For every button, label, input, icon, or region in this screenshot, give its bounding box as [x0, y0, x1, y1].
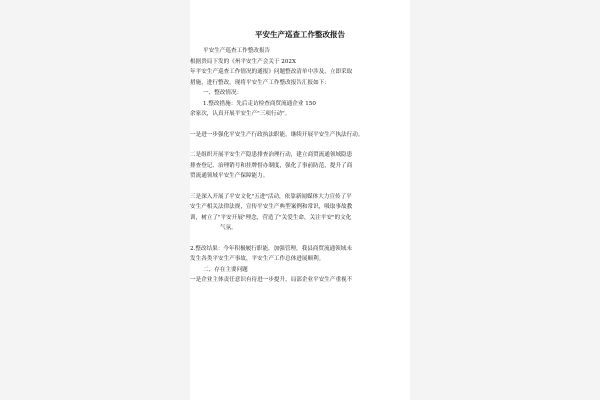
paragraph-gap	[190, 182, 410, 192]
paragraph-line: 根据贵局下发的《州平安生产会关于 202X	[190, 58, 296, 65]
paragraph-line: 措施，进行整改，现将平安生产工作整改报告汇报如下：	[190, 79, 330, 86]
paragraph-line: 三是深入开展了平安文化"五进"活动，依靠新闻媒体大力宣传了平	[190, 193, 352, 200]
paragraph-line: 气氛。	[220, 225, 237, 231]
paragraph-line: 排查登记、治理销号和挂牌督办制度，强化了事前防范，提升了商	[190, 162, 353, 169]
paragraph-line: 年平安生产巡查工作情况的通报》问题整改清单中涉及，立即采取	[190, 69, 353, 75]
document-title: 平安生产巡查工作整改报告	[255, 30, 345, 39]
paragraph-line: 一是进一步强化平安生产行政执法职能，继续开展平安生产执法行动。	[190, 131, 364, 138]
paragraph-line: 发生各类平安生产事故，平安生产工作总体进展顺利。	[190, 256, 325, 262]
section-heading: 一、整改情况：	[203, 90, 243, 96]
section-heading: 二、存在主要问题	[203, 266, 248, 273]
paragraph-line: 1.整改措施：先后走访检查商贸流通企业 150	[203, 100, 316, 107]
paragraph-line: 贸流通领域平安生产保障能力。	[190, 173, 269, 179]
paragraph-gap	[190, 234, 410, 244]
paragraph-line: 二是组织开展平安生产隐患排查治理行动，建立商贸流通领域隐患	[190, 152, 353, 158]
paragraph-line: 训，树立了"平安开展"理念，营造了"关爱生命，关注平安"的文化	[190, 214, 352, 221]
document-page	[190, 0, 410, 400]
paragraph-line: 一是企业主体责任意识有待进一步提升，局部企业平安生产重视不	[190, 277, 353, 283]
paragraph-line: 2.整改结果：今年积极履行职能，加强管理，我县商贸流通领域未	[190, 245, 352, 252]
paragraph-line: 余家次，认真开展平安生产"三项行动"。	[190, 111, 291, 117]
paragraph-gap	[190, 120, 410, 130]
subtitle-line: 平安生产巡查工作整改报告	[203, 48, 271, 54]
paragraph-line: 安生产相关法律法规，宣传平安生产典型案例和常识，吸取事故教	[190, 204, 353, 210]
paragraph-gap	[190, 140, 410, 150]
